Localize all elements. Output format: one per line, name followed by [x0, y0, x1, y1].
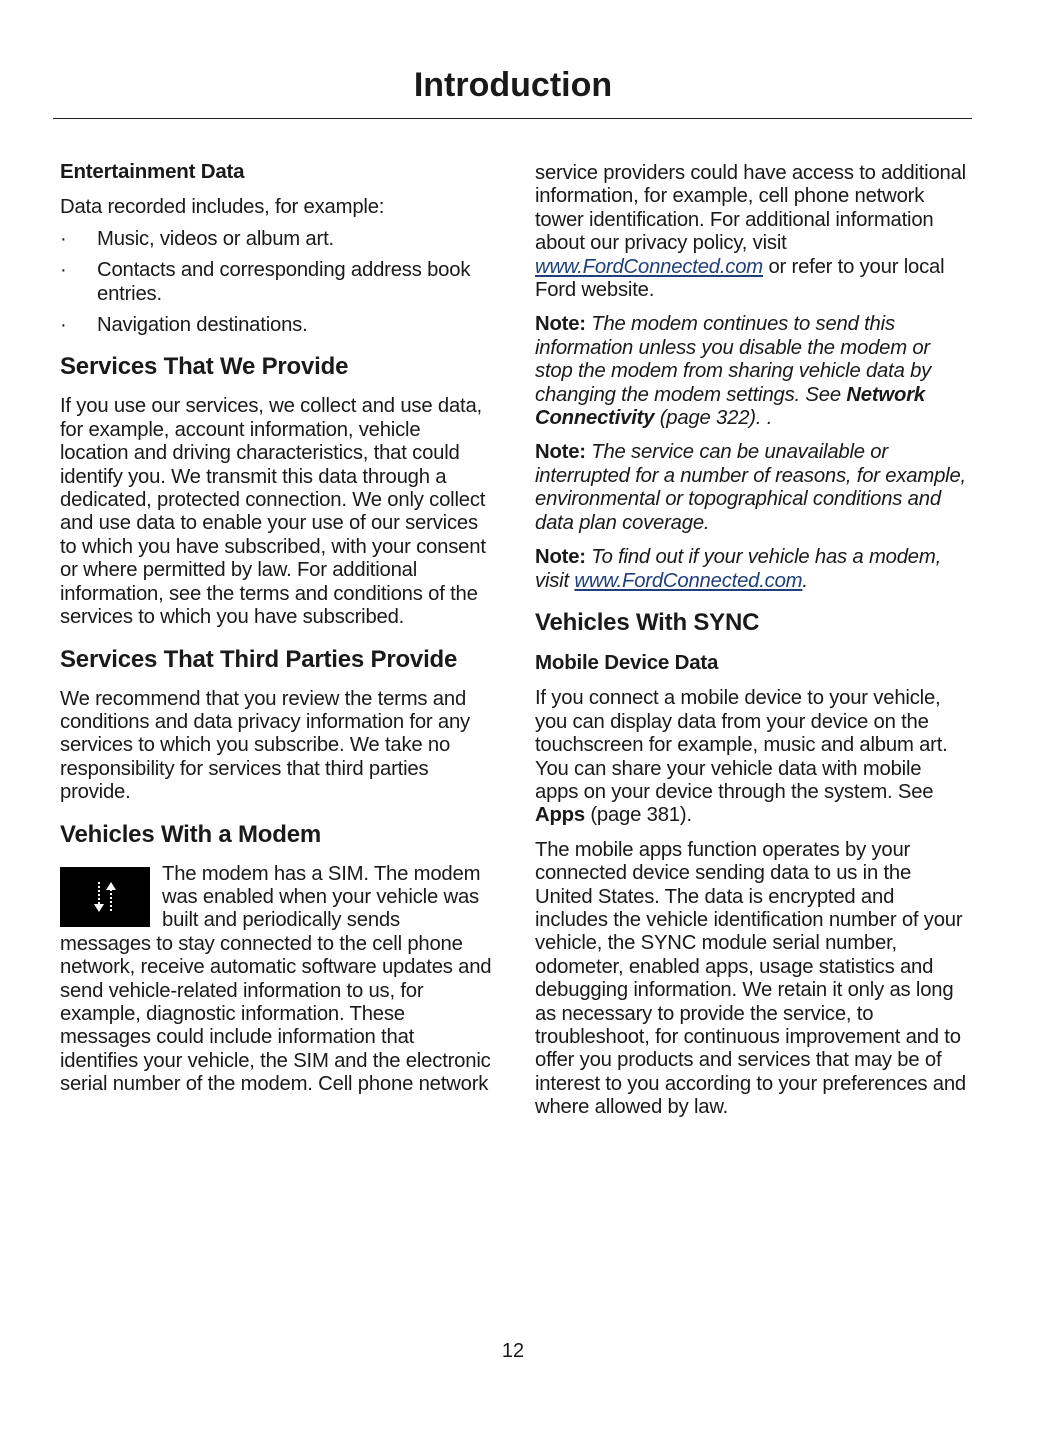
text: (page 322). .: [654, 407, 773, 430]
text: (page 381).: [584, 804, 692, 827]
text: The service can be unavailable or interrupted for a number of reasons, for example, environmental or topographical conditions and data plan coverage.: [535, 441, 966, 534]
modem-heading: Vehicles With a Modem: [60, 820, 321, 848]
page-title: Introduction: [413, 66, 613, 104]
entertainment-list: [60, 228, 492, 338]
header-rule: [53, 118, 972, 119]
entertainment-intro: Data recorded includes, for example:: [60, 196, 385, 219]
note-modem: [535, 313, 967, 430]
text: If you connect a mobile device to your vehicle, you can display data from your device on the touchscreen for example, music and album art. You can share your vehicle data with mobile apps on your device through the system. See: [535, 687, 948, 803]
text: or refer to your local Ford website.: [535, 255, 945, 302]
apps-ref[interactable]: Apps: [535, 804, 585, 827]
text: The modem continues to send this information unless you disable the modem or stop the modem from sharing vehicle data by changing the modem settings. See: [535, 313, 932, 406]
text: .: [802, 569, 808, 592]
mobile-device-p2: The mobile apps function operates by your connected device sending data to us in the United States. The data is encrypted and includes the vehicle identification number of your vehicle, the SYNC module serial number, odometer, enabled apps, usage statistics and debugging information. We retain it only as long as necessary to provide the service, to troubleshoot, for continuous improvement and to offer you products and services that may be of interest to you according to your preferences and where allowed by law.: [535, 838, 967, 1119]
note-label: Note:: [535, 441, 586, 464]
text: To find out if your vehicle has a modem, visit: [535, 546, 942, 592]
page-number: 12: [501, 1340, 525, 1362]
fordconnected-link[interactable]: www.FordConnected.com: [535, 255, 764, 278]
note-service: [535, 441, 967, 535]
modem-body: The modem has a SIM. The modem was enabled when your vehicle was built and periodically sends messages to stay connected to the cell phone network, receive automatic software updates and send vehicle-related information to us, for example, diagnostic information. These messages could include information that identifies your vehicle, the SIM and the electronic serial number of the modem. Cell phone network: [60, 862, 492, 1096]
privacy-paragraph: [535, 162, 967, 302]
list-item: · Contacts and corresponding address book entries.: [60, 259, 492, 306]
note-label: Note:: [535, 313, 586, 336]
fordconnected-link[interactable]: www.FordConnected.com: [574, 569, 803, 592]
left-column: [60, 160, 492, 1108]
entertainment-heading: Entertainment Data: [60, 160, 245, 183]
network-connectivity-ref[interactable]: Network Connectivity: [535, 383, 925, 430]
services-we-heading: Services That We Provide: [60, 353, 349, 381]
sync-heading: Vehicles With SYNC: [535, 608, 760, 636]
services-we-body: If you use our services, we collect and use data, for example, account information, vehicle location and driving characteristics, that could identify you. We transmit this data through a dedicated, protected connection. We only collect and use data to enable your use of our services to which you have subscribed, with your consent or where permitted by law. For additional information, see the terms and conditions of the services to which you have subscribed.: [60, 395, 486, 629]
services-third-heading: Services That Third Parties Provide: [60, 645, 458, 673]
mobile-device-p1: [535, 687, 967, 827]
list-item: · Navigation destinations.: [60, 314, 492, 337]
modem-data-transfer-icon: [60, 867, 150, 927]
mobile-device-heading: Mobile Device Data: [535, 650, 719, 674]
text: service providers could have access to additional information, for example, cell phone network tower identification. For additional information about our privacy policy, visit: [535, 162, 966, 255]
right-column: [535, 162, 967, 1131]
note-find-modem: [535, 546, 967, 593]
list-item: · Music, videos or album art.: [60, 228, 492, 251]
services-third-body: We recommend that you review the terms and conditions and data privacy information for any services to which you subscribe. We take no responsibility for services that third parties provide.: [60, 687, 470, 804]
note-label: Note:: [535, 546, 586, 569]
